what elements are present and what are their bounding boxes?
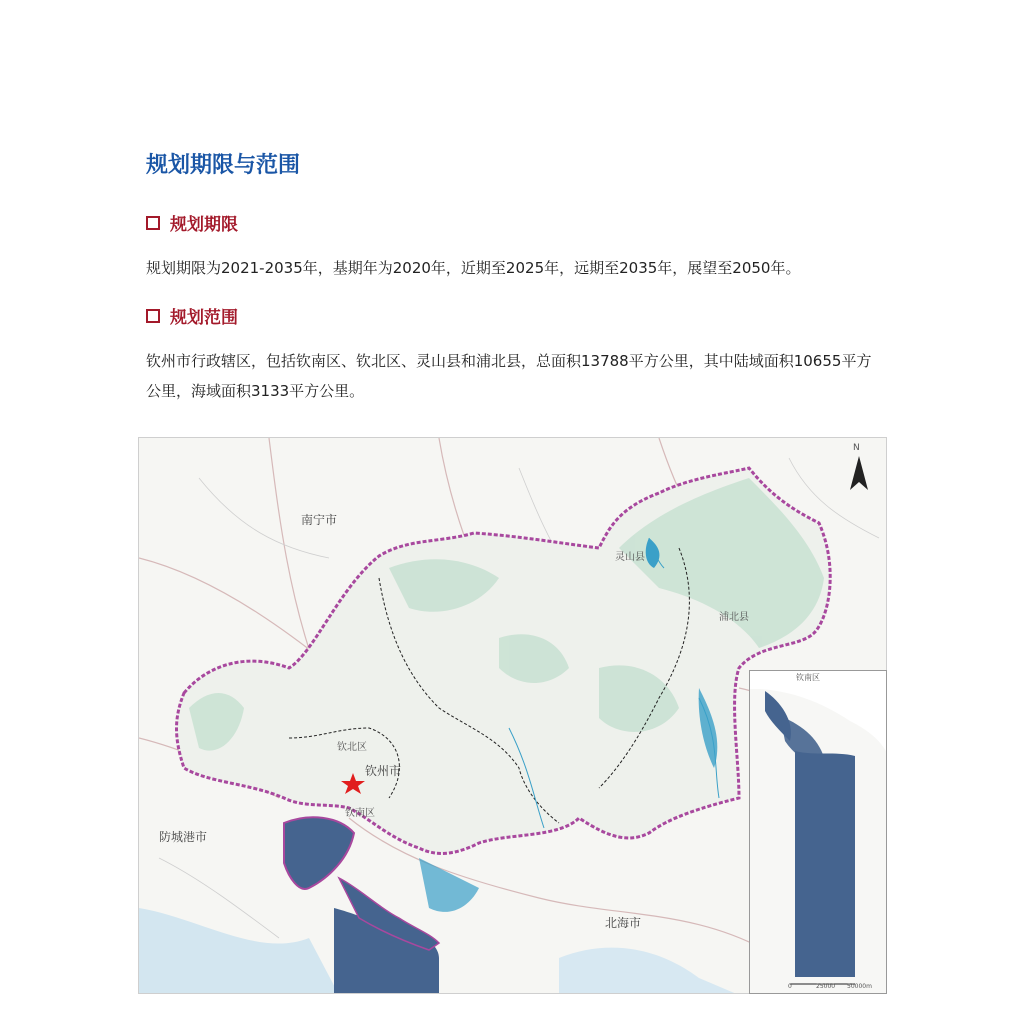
page-title: 规划期限与范围 [146,153,301,178]
section-heading-period [146,210,238,235]
checkbox-square-icon [146,216,160,230]
inset-map [749,670,887,994]
label-beihai: 北海市 [605,916,642,930]
inset-scale-50000: 50000m [847,983,872,990]
label-lingshan: 灵山县 [615,552,645,563]
sea-background [139,908,339,994]
inset-scale-0: 0 [788,983,792,990]
scope-paragraph: 钦州市行政辖区，包括钦南区、钦北区、灵山县和浦北县，总面积13788平方公里，其中陆域面积10655平方公里，海域面积3133平方公里。 [146,352,872,400]
inset-title: 钦南区 [796,673,820,682]
label-nanning: 南宁市 [301,513,338,527]
period-paragraph: 规划期限为2021-2035年，基期年为2020年，近期至2025年，远期至2035年，展望至2050年。 [146,259,801,277]
sea-background-right [559,948,739,994]
bay-water [419,858,479,912]
label-qinzhou: 钦州市 [365,764,402,778]
sea-area-zone [284,817,354,889]
north-arrow-label: N [853,443,860,453]
inset-sea-zone [795,751,855,977]
inset-map-graphic [750,671,886,993]
north-arrow-icon [850,456,868,490]
section-heading-scope [146,303,238,328]
label-qinbei: 钦北区 [337,742,367,753]
label-pubei: 浦北县 [719,612,749,623]
inset-scale-25000: 25000 [816,983,836,990]
section-heading-scope-label: 规划范围 [170,308,238,328]
label-fangchenggang: 防城港市 [159,830,208,844]
checkbox-square-icon [146,309,160,323]
label-qinnan: 钦南区 [345,808,375,819]
section-heading-period-label: 规划期限 [170,215,238,235]
